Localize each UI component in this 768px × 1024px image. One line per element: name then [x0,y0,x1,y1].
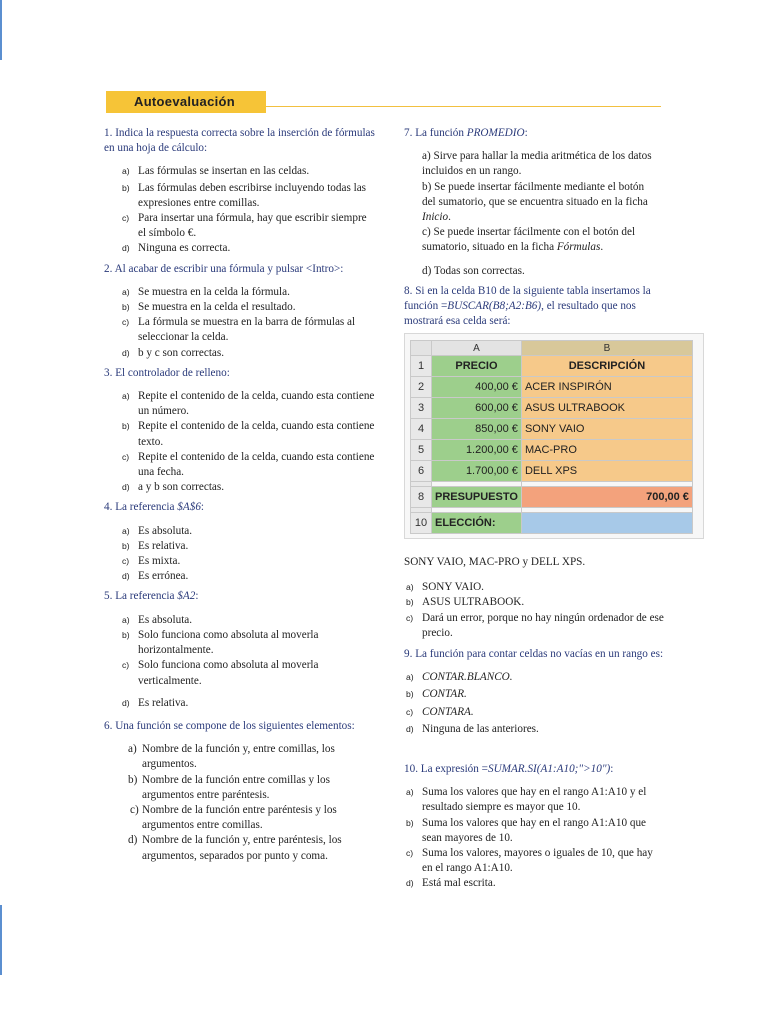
question-text: 9. La función para contar celdas no vacías en un rango es: [404,648,664,660]
option: a) Sirve para hallar la media aritmética de los datos incluidos en un rango. [422,150,652,178]
row-header: 4 [411,419,432,440]
description-cell: ACER INSPIRÓN [521,377,692,398]
option: c) Para insertar una fórmula, hay que escribir siempre el símbolo €. [122,212,367,240]
question-text: 7. La función PROMEDIO: [404,127,528,139]
column-header-a: A [432,341,522,356]
option: c) CONTARA. [406,705,474,718]
question-4 [104,500,376,584]
price-cell: 1.700,00 € [432,461,522,482]
option: b) ASUS ULTRABOOK. [406,596,525,609]
question-2 [104,262,376,361]
description-cell: MAC-PRO [521,440,692,461]
question-5 [104,589,376,710]
option: d) Es relativa. [122,696,189,709]
option: d) Nombre de la función y, entre paréntesis, los argumentos, separados por punto y coma. [128,834,342,862]
option: a) Es absoluta. [122,613,193,626]
description-cell: DELL XPS [521,461,692,482]
option: c) Repite el contenido de la celda, cuando esta contiene una fecha. [122,450,375,479]
option: c) Se puede insertar fácilmente con el botón del sumatorio, situado en la ficha Fórmulas. [422,226,636,254]
question-7 [404,126,660,279]
corner-cell [411,341,432,356]
price-cell: 850,00 € [432,419,522,440]
question-text: 3. El controlador de relleno: [104,366,230,379]
option: d) Es errónea. [122,570,189,583]
question-text: 6. Una función se compone de los siguientes elementos: [104,719,355,732]
eleccion-label: ELECCIÓN: [432,513,522,534]
option: d) Ninguna es correcta. [122,242,231,255]
left-column [104,126,376,864]
question-6 [104,719,376,864]
presupuesto-label: PRESUPUESTO [432,487,522,508]
page-edge-top [0,0,2,60]
question-text: 1. Indica la respuesta correcta sobre la inserción de fórmulas en una hoja de cálculo: [104,127,375,155]
option: a) Se muestra en la celda la fórmula. [122,285,290,298]
option: b) Suma los valores que hay en el rango A1:A10 que sean mayores de 10. [406,816,647,844]
header-descripcion: DESCRIPCIÓN [521,356,692,377]
option: d) b y c son correctas. [122,346,225,359]
row-header: 2 [411,377,432,398]
option: a) Nombre de la función y, entre comillas, los argumentos. [128,743,335,771]
header-rule [266,106,661,107]
description-cell: SONY VAIO [521,419,692,440]
option: c) Nombre de la función entre paréntesis y los argumentos entre comillas. [130,803,337,832]
option: c) Es mixta. [122,555,181,568]
option: d) Todas son correctas. [422,264,525,277]
option: d) Está mal escrita. [406,877,496,890]
option: a) Suma los valores que hay en el rango A1:A10 y el resultado siempre es mayor que 10. [406,786,647,814]
question-8 [404,284,666,330]
question-text: 8. Si en la celda B10 de la siguiente tabla insertamos la función =BUSCAR(B8;A2:B6), el resultado que nos mostrará esa celda será: [404,285,651,328]
option: c) Dará un error, porque no hay ningún ordenador de ese precio. [406,611,664,639]
row-header: 8 [411,487,432,508]
row-header: 10 [411,513,432,534]
option: d) Ninguna de las anteriores. [406,722,539,735]
question-3 [104,366,376,496]
eleccion-value [521,513,692,534]
header-precio: PRECIO [432,356,522,377]
question-1 [104,126,376,257]
row-header: 5 [411,440,432,461]
option: d) a y b son correctas. [122,481,225,494]
option: b) Nombre de la función entre comillas y los argumentos entre paréntesis. [128,773,330,801]
option: a) Las fórmulas se insertan en las celdas. [122,165,310,178]
question-text: 4. La referencia $A$6: [104,501,205,514]
question-8-answers [404,555,666,641]
spreadsheet-table [404,333,704,539]
price-cell: 1.200,00 € [432,440,522,461]
presupuesto-value: 700,00 € [521,487,692,508]
option: a) SONY VAIO. [406,581,484,594]
question-8-continuation: SONY VAIO, MAC-PRO y DELL XPS. [404,556,586,568]
price-cell: 600,00 € [432,398,522,419]
column-header-b: B [521,341,692,356]
row-header: 3 [411,398,432,419]
option: a) Es absoluta. [122,524,193,537]
row-header: 1 [411,356,432,377]
option: c) Solo funciona como absoluta al moverla verticalmente. [122,659,319,687]
option: a) Repite el contenido de la celda, cuando esta contiene un número. [122,390,375,418]
option: a) CONTAR.BLANCO. [406,671,513,684]
option: b) Se puede insertar fácilmente mediante el botón del sumatorio, que se encuentra situado en la ficha Inicio. [422,180,648,224]
price-cell: 400,00 € [432,377,522,398]
page-edge-bottom [0,905,2,975]
option: b) CONTAR. [406,688,467,701]
option: b) Las fórmulas deben escribirse incluyendo todas las expresiones entre comillas. [122,181,367,209]
section-title: Autoevaluación [106,91,266,113]
question-text: 2. Al acabar de escribir una fórmula y pulsar <Intro>: [104,262,344,275]
question-text: 10. La expresión =SUMAR.SI(A1:A10;">10"): [404,763,614,775]
option: b) Repite el contenido de la celda, cuando esta contiene texto. [122,420,375,448]
option: b) Se muestra en la celda el resultado. [122,301,296,314]
option: c) Suma los valores, mayores o iguales de 10, que hay en el rango A1:A10. [406,847,653,875]
row-header: 6 [411,461,432,482]
description-cell: ASUS ULTRABOOK [521,398,692,419]
question-text: 5. La referencia $A2: [104,590,199,603]
option: b) Solo funciona como absoluta al moverla horizontalmente. [122,628,319,657]
question-9 [404,647,666,737]
question-10 [404,762,666,892]
option: c) La fórmula se muestra en la barra de fórmulas al seleccionar la celda. [122,316,356,344]
option: b) Es relativa. [122,539,189,552]
